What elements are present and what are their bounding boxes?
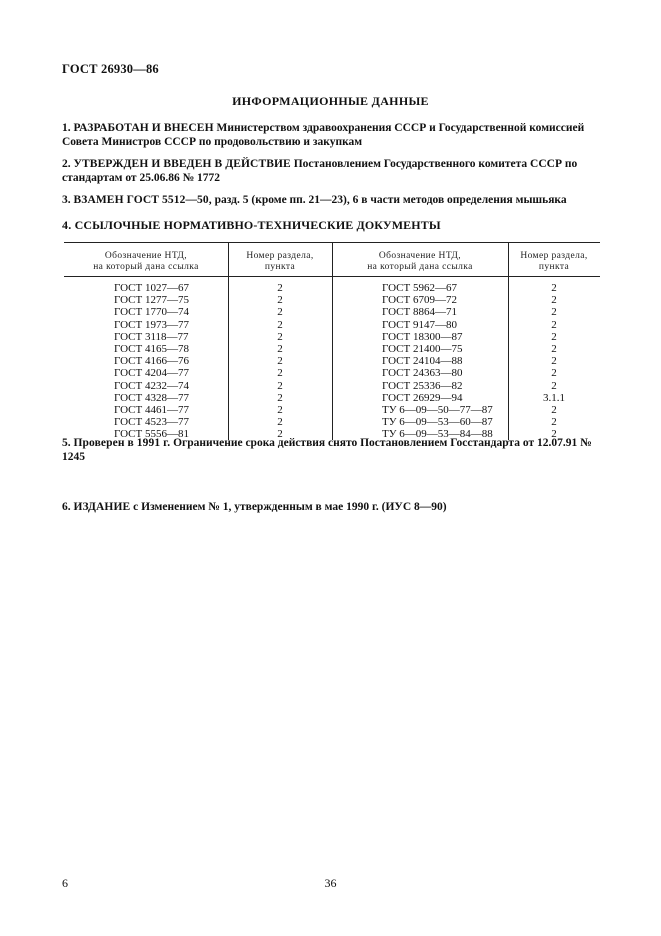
table-cell-document: ТУ 6—09—50—77—87 — [382, 404, 493, 417]
table-cell-section: 2 — [551, 294, 557, 307]
table-cell-section: 2 — [551, 379, 557, 392]
table-cell-section: 2 — [277, 391, 283, 404]
section-title: ИНФОРМАЦИОННЫЕ ДАННЫЕ — [232, 94, 429, 108]
item-text: Ограничение срока действия снято Постановлением Госстандарта от 12.07.91 № 1245 — [62, 437, 592, 463]
page-number-left: 6 — [62, 876, 68, 890]
table-cell-document: ГОСТ 4461—77 — [114, 404, 189, 417]
table-cell-section: 2 — [277, 306, 283, 319]
info-item-6 — [62, 500, 602, 514]
table-cell-document: ГОСТ 8864—71 — [382, 306, 457, 319]
item-number: 1. — [62, 122, 71, 134]
table-cell-document: ГОСТ 1277—75 — [114, 294, 189, 307]
table-cell-section: 2 — [551, 404, 557, 417]
item-lead: ВЗАМЕН ГОСТ 5512—50, — [73, 194, 212, 206]
table-cell-section: 3.1.1 — [543, 391, 565, 404]
table-header-doc-right: Обозначение НТД, на который дана ссылка — [367, 251, 473, 272]
item-text: Министерством здравоохранения СССР и Государственной комиссией Совета Министров СССР по продовольствию и закупкам — [62, 122, 585, 148]
item-lead: ИЗДАНИЕ — [73, 501, 131, 513]
table-cell-section: 2 — [551, 416, 557, 429]
table-cell-document: ТУ 6—09—53—60—87 — [382, 416, 493, 429]
reference-documents-table — [64, 242, 600, 440]
item-lead: РАЗРАБОТАН И ВНЕСЕН — [73, 122, 214, 134]
table-cell-document: ГОСТ 4204—77 — [114, 367, 189, 380]
table-cell-document: ГОСТ 1973—77 — [114, 318, 189, 331]
info-item-3 — [62, 193, 602, 207]
table-cell-document: ГОСТ 1027—67 — [114, 282, 189, 294]
table-cell-section: 2 — [277, 294, 283, 307]
item-text: Постановлением Государственного комитета СССР по стандартам от 25.06.86 № 1772 — [62, 158, 578, 184]
table-cell-section: 2 — [277, 343, 283, 356]
info-item-4 — [62, 218, 602, 232]
table-cell-section: 2 — [277, 404, 283, 417]
table-cell-section: 2 — [277, 330, 283, 343]
item-number: 2. — [62, 158, 71, 170]
table-column-left-sections — [228, 282, 332, 441]
table-cell-document: ГОСТ 5962—67 — [382, 282, 457, 294]
table-cell-section: 2 — [551, 428, 557, 441]
table-cell-document: ГОСТ 4523—77 — [114, 416, 189, 429]
table-cell-section: 2 — [551, 367, 557, 380]
item-number: 4. — [62, 218, 72, 232]
item-lead: УТВЕРЖДЕН И ВВЕДЕН В ДЕЙСТВИЕ — [73, 158, 291, 170]
table-cell-section: 2 — [277, 355, 283, 368]
table-cell-document: ГОСТ 9147—80 — [382, 318, 457, 331]
info-item-1 — [62, 121, 602, 149]
table-column-right-sections — [508, 282, 600, 441]
table-column-left-docs — [114, 282, 224, 441]
table-cell-document: ГОСТ 25336—82 — [382, 379, 463, 392]
table-cell-section: 2 — [277, 318, 283, 331]
table-header-section-right: Номер раздела, пункта — [520, 251, 588, 272]
item-number: 5. — [62, 437, 71, 449]
table-header-section-left: Номер раздела, пункта — [246, 251, 314, 272]
item-text: с Изменением № 1, утвержденным в мае 1990 г. (ИУС 8—90) — [133, 501, 447, 513]
table-cell-section: 2 — [551, 355, 557, 368]
page-number-center: 36 — [324, 876, 337, 890]
table-cell-document: ГОСТ 26929—94 — [382, 391, 463, 404]
table-cell-section: 2 — [551, 318, 557, 331]
table-cell-document: ГОСТ 24363—80 — [382, 367, 463, 380]
table-cell-section: 2 — [551, 343, 557, 356]
table-cell-section: 2 — [551, 282, 557, 294]
table-cell-section: 2 — [551, 306, 557, 319]
table-cell-document: ГОСТ 6709—72 — [382, 294, 457, 307]
table-cell-document: ГОСТ 4165—78 — [114, 343, 189, 356]
table-cell-document: ГОСТ 21400—75 — [382, 343, 463, 356]
table-cell-section: 2 — [277, 416, 283, 429]
table-cell-document: ТУ 6—09—53—84—88 — [382, 428, 493, 441]
document-code: ГОСТ 26930—86 — [62, 62, 159, 76]
table-cell-document: ГОСТ 3118—77 — [114, 330, 189, 343]
table-cell-section: 2 — [551, 330, 557, 343]
table-cell-document: ГОСТ 18300—87 — [382, 330, 463, 343]
info-item-5 — [62, 436, 602, 464]
table-cell-section: 2 — [277, 282, 283, 294]
item-number: 6. — [62, 501, 71, 513]
table-cell-document: ГОСТ 4166—76 — [114, 355, 189, 368]
table-header-doc-left: Обозначение НТД, на который дана ссылка — [93, 251, 199, 272]
info-item-2 — [62, 157, 602, 185]
table-cell-document: ГОСТ 5556—81 — [114, 428, 189, 441]
table-cell-section: 2 — [277, 379, 283, 392]
item-lead: Проверен в 1991 г. — [73, 437, 171, 449]
table-cell-section: 2 — [277, 428, 283, 441]
table-cell-document: ГОСТ 4328—77 — [114, 391, 189, 404]
table-cell-document: ГОСТ 4232—74 — [114, 379, 189, 392]
item-number: 3. — [62, 194, 71, 206]
item-text: разд. 5 (кроме пп. 21—23), 6 в части методов определения мышьяка — [214, 194, 567, 206]
table-cell-document: ГОСТ 1770—74 — [114, 306, 189, 319]
item-lead: ССЫЛОЧНЫЕ НОРМАТИВНО-ТЕХНИЧЕСКИЕ ДОКУМЕНТЫ — [74, 218, 441, 232]
table-cell-section: 2 — [277, 367, 283, 380]
table-cell-document: ГОСТ 24104—88 — [382, 355, 463, 368]
table-column-right-docs — [382, 282, 506, 441]
